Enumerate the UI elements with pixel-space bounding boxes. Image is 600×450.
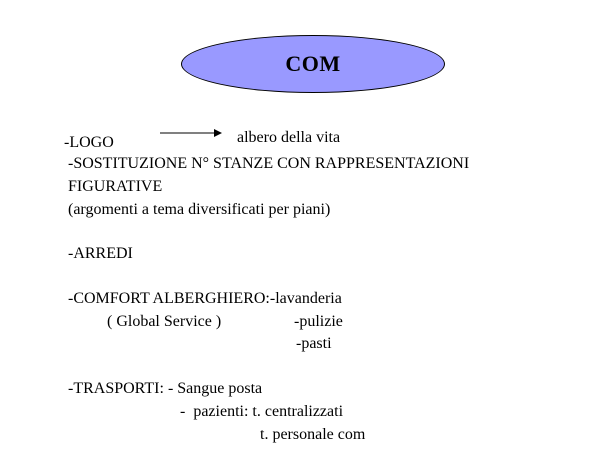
argomenti-line: (argomenti a tema diversificati per piani) [68,201,331,218]
logo-label: -LOGO [64,134,114,151]
right-arrow-icon [160,127,222,139]
logo-target: albero della vita [237,129,341,146]
title-ellipse [181,35,445,93]
arredi-line: -ARREDI [68,245,133,262]
pulizie-item: -pulizie [294,313,343,330]
page-title: COM [285,51,341,76]
pazienti-line: - pazienti: t. centralizzati [180,403,344,420]
figurative-line: FIGURATIVE [68,178,163,195]
comfort-line: -COMFORT ALBERGHIERO:-lavanderia [68,290,342,307]
trasporti-line: -TRASPORTI: - Sangue posta [68,380,263,397]
sostituzione-line: -SOSTITUZIONE N° STANZE CON RAPPRESENTAZIONI [68,155,470,172]
global-service-line: ( Global Service ) [107,313,222,330]
personale-line: t. personale com [260,426,366,443]
pasti-item: -pasti [296,335,332,352]
